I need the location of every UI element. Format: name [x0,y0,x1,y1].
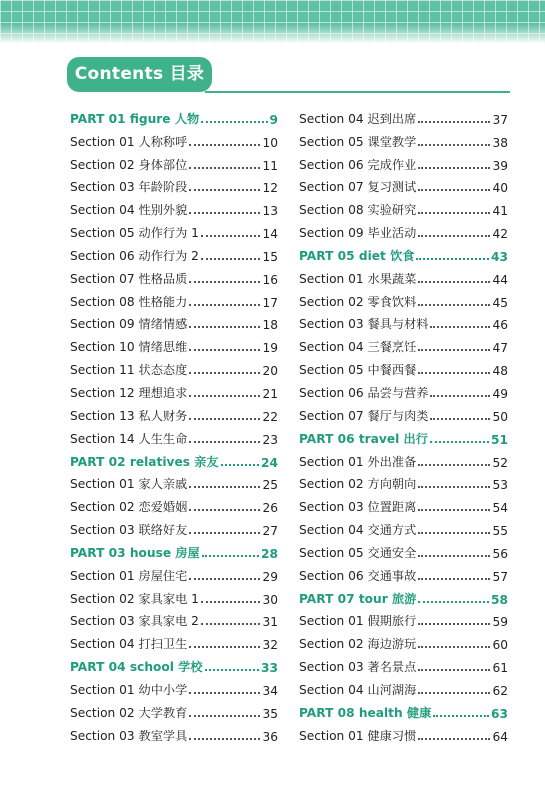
dot-leader [205,669,259,671]
page-number: 12 [262,181,278,196]
section-title: Section 03 著名景点 [299,660,417,675]
page-number: 52 [492,455,508,470]
page-number: 58 [491,592,508,607]
dot-leader [418,532,490,534]
section-title: Section 02 大学教育 [70,705,188,720]
dot-leader [418,144,490,146]
dot-leader [189,418,260,420]
toc-entry[interactable] [70,607,278,630]
section-title: Section 01 外出准备 [299,454,417,469]
toc-entry[interactable] [70,584,278,607]
page-number: 41 [492,204,508,219]
page-number: 31 [262,615,278,630]
dot-leader [189,395,260,397]
toc-part-heading[interactable] [299,584,508,607]
toc-entry[interactable] [70,310,278,333]
toc-entry[interactable] [70,561,278,584]
page-number: 13 [262,204,278,219]
page-number: 19 [262,341,278,356]
page-number: 26 [262,501,278,516]
toc-entry[interactable] [299,447,508,470]
dot-leader [189,509,260,511]
dot-leader [189,189,260,191]
toc-entry[interactable] [70,378,278,401]
section-title: Section 03 家具家电 2 [70,614,199,629]
section-title: Section 04 打扫卫生 [70,637,188,652]
section-title: Section 06 交通事故 [299,568,417,583]
dot-leader [201,258,261,260]
dot-leader [201,235,261,237]
dot-leader [418,235,490,237]
toc-entry[interactable] [70,355,278,378]
dot-leader [418,121,490,123]
dot-leader [189,212,260,214]
section-title: Section 04 交通方式 [299,523,417,538]
part-title: PART 02 relatives 亲友 [70,454,219,469]
dot-leader [189,349,260,351]
toc-entry[interactable] [70,629,278,652]
section-title: Section 01 家人亲戚 [70,477,188,492]
page-number: 25 [262,478,278,493]
toc-entry[interactable] [299,332,508,355]
toc-part-heading[interactable] [299,241,508,264]
toc-part-heading[interactable] [70,652,278,675]
page-number: 48 [492,364,508,379]
toc-entry[interactable] [299,401,508,424]
page-number: 20 [262,364,278,379]
toc-entry[interactable] [299,195,508,218]
section-title: Section 08 性格能力 [70,294,188,309]
page-number: 62 [492,683,508,698]
toc-entry[interactable] [70,127,278,150]
toc-entry[interactable] [299,264,508,287]
dot-leader [418,372,490,374]
page-number: 18 [262,318,278,333]
toc-entry[interactable] [70,218,278,241]
section-title: Section 03 餐具与材料 [299,317,429,332]
dot-leader [430,395,490,397]
toc-entry[interactable] [299,470,508,493]
page-number: 63 [491,706,508,721]
dot-leader [418,281,490,283]
section-title: Section 05 中餐西餐 [299,363,417,378]
dot-leader [189,715,260,717]
dot-leader [418,349,490,351]
dot-leader [430,326,490,328]
dot-leader [189,646,260,648]
page-number: 39 [492,158,508,173]
section-title: Section 01 房屋住宅 [70,568,188,583]
toc-part-heading[interactable] [70,104,278,127]
title-underline [205,91,510,93]
dot-leader [418,555,490,557]
dot-leader [418,509,490,511]
section-title: Section 06 品尝与营养 [299,385,429,400]
section-title: Section 10 情绪思维 [70,340,188,355]
page-number: 61 [492,661,508,676]
toc-entry[interactable] [299,310,508,333]
page-number: 49 [492,386,508,401]
section-title: Section 09 情绪情感 [70,317,188,332]
toc-part-heading[interactable] [299,698,508,721]
section-title: Section 01 健康习惯 [299,728,417,743]
section-title: Section 03 位置距离 [299,500,417,515]
section-title: Section 06 动作行为 2 [70,248,199,263]
toc-entry[interactable] [299,675,508,698]
page-number: 51 [491,432,508,447]
toc-entry[interactable] [299,104,508,127]
page-number: 11 [262,158,278,173]
section-title: Section 01 假期旅行 [299,614,417,629]
toc-entry[interactable] [299,173,508,196]
toc-entry[interactable] [299,721,508,744]
page-number: 59 [492,615,508,630]
toc-entry[interactable] [70,698,278,721]
toc-entry[interactable] [70,287,278,310]
toc-entry[interactable] [70,675,278,698]
page-number: 32 [262,638,278,653]
part-title: PART 06 travel 出行 [299,431,428,446]
dot-leader [418,578,490,580]
page-number: 17 [262,295,278,310]
page-number: 40 [492,181,508,196]
section-title: Section 02 方向朝向 [299,477,417,492]
dot-leader [418,646,490,648]
dot-leader [418,486,490,488]
toc-entry[interactable] [70,173,278,196]
section-title: Section 14 人生生命 [70,431,188,446]
section-title: Section 02 零食饮料 [299,294,417,309]
dot-leader [189,281,260,283]
toc-entry[interactable] [70,470,278,493]
page-number: 64 [492,729,508,744]
toc-part-heading[interactable] [70,538,278,561]
dot-leader [189,167,260,169]
dot-leader [418,189,490,191]
page-number: 45 [492,295,508,310]
dot-leader [201,121,267,123]
section-title: Section 02 海边游玩 [299,637,417,652]
toc-entry[interactable] [299,629,508,652]
toc-entry[interactable] [299,218,508,241]
page-number: 35 [262,706,278,721]
page-number: 50 [492,409,508,424]
toc-entry[interactable] [299,378,508,401]
page-number: 54 [492,501,508,516]
toc-left-column [70,104,278,744]
dot-leader [418,167,490,169]
toc-entry[interactable] [70,241,278,264]
page-number: 55 [492,524,508,539]
dot-leader [221,464,259,466]
section-title: Section 07 复习测试 [299,180,417,195]
dot-leader [189,692,260,694]
section-title: Section 07 餐厅与肉类 [299,408,429,423]
toc-entry[interactable] [70,515,278,538]
section-title: Section 04 山河湖海 [299,682,417,697]
dot-leader [201,623,261,625]
page-number: 14 [262,227,278,242]
section-title: Section 07 性格品质 [70,271,188,286]
section-title: Section 12 理想追求 [70,385,188,400]
page-number: 43 [491,249,508,264]
section-title: Section 02 身体部位 [70,157,188,172]
dot-leader [201,601,261,603]
toc-entry[interactable] [299,287,508,310]
page-number: 56 [492,546,508,561]
dot-leader [418,601,489,603]
section-title: Section 06 完成作业 [299,157,417,172]
toc-entry[interactable] [70,264,278,287]
section-title: Section 01 水果蔬菜 [299,271,417,286]
part-title: PART 04 school 学校 [70,660,203,675]
toc-entry[interactable] [299,515,508,538]
page-number: 33 [261,661,278,676]
dot-leader [418,304,490,306]
page-number: 22 [262,409,278,424]
dot-leader [189,326,260,328]
page-number: 37 [492,112,508,127]
section-title: Section 03 年龄阶段 [70,180,188,195]
dot-leader [189,304,260,306]
dot-leader [189,486,260,488]
section-title: Section 01 幼中小学 [70,682,188,697]
dot-leader [418,669,490,671]
page-number: 30 [262,592,278,607]
page-number: 60 [492,638,508,653]
dot-leader [189,144,260,146]
section-title: Section 09 毕业活动 [299,226,417,241]
toc-entry[interactable] [299,150,508,173]
page-number: 36 [262,729,278,744]
toc-entry[interactable] [70,195,278,218]
section-title: Section 13 私人财务 [70,408,188,423]
section-title: Section 05 交通安全 [299,545,417,560]
page-number: 16 [262,272,278,287]
toc-entry[interactable] [299,492,508,515]
dot-leader [418,212,490,214]
dot-leader [202,555,259,557]
toc-entry[interactable] [299,538,508,561]
dot-leader [189,738,260,740]
toc-entry[interactable] [70,424,278,447]
section-title: Section 04 三餐烹饪 [299,340,417,355]
dot-leader [430,418,490,420]
toc-entry[interactable] [299,355,508,378]
part-title: PART 08 health 健康 [299,705,432,720]
header-grid-fade [0,24,545,44]
section-title: Section 11 状态态度 [70,363,188,378]
toc-entry[interactable] [299,127,508,150]
section-title: Section 08 实验研究 [299,203,417,218]
toc-entry[interactable] [299,652,508,675]
toc-entry[interactable] [299,561,508,584]
dot-leader [416,258,489,260]
page-number: 24 [261,455,278,470]
toc-part-heading[interactable] [299,424,508,447]
section-title: Section 05 课堂教学 [299,134,417,149]
section-title: Section 01 人称称呼 [70,134,188,149]
section-title: Section 05 动作行为 1 [70,226,199,241]
page-number: 15 [262,249,278,264]
page-number: 47 [492,341,508,356]
page-number: 42 [492,227,508,242]
toc-entry[interactable] [70,401,278,424]
dot-leader [430,441,489,443]
page-number: 46 [492,318,508,333]
toc-part-heading[interactable] [70,447,278,470]
page-number: 10 [262,135,278,150]
section-title: Section 02 家具家电 1 [70,591,199,606]
page-number: 29 [262,569,278,584]
page-number: 57 [492,569,508,584]
part-title: PART 07 tour 旅游 [299,591,417,606]
section-title: Section 03 联络好友 [70,523,188,538]
dot-leader [189,441,260,443]
page-number: 34 [262,683,278,698]
toc-entry[interactable] [70,150,278,173]
page-number: 44 [492,272,508,287]
toc-entry[interactable] [70,332,278,355]
page-number: 53 [492,478,508,493]
part-title: PART 05 diet 饮食 [299,248,415,263]
page-number: 23 [262,432,278,447]
dot-leader [418,623,490,625]
toc-entry[interactable] [299,607,508,630]
section-title: Section 04 迟到出席 [299,111,417,126]
part-title: PART 01 figure 人物 [70,111,200,126]
page-number: 21 [262,386,278,401]
page-number: 27 [262,524,278,539]
dot-leader [418,692,490,694]
toc-entry[interactable] [70,721,278,744]
dot-leader [189,532,260,534]
dot-leader [433,715,489,717]
contents-title: Contents 目录 [67,57,212,92]
page-number: 38 [492,135,508,150]
dot-leader [189,578,260,580]
dot-leader [189,372,260,374]
section-title: Section 02 恋爱婚姻 [70,500,188,515]
part-title: PART 03 house 房屋 [70,545,200,560]
dot-leader [418,738,490,740]
section-title: Section 03 教室学具 [70,728,188,743]
toc-entry[interactable] [70,492,278,515]
section-title: Section 04 性别外貌 [70,203,188,218]
toc-right-column [299,104,508,744]
dot-leader [418,464,490,466]
page-number: 28 [261,546,278,561]
page-number: 9 [269,112,278,127]
